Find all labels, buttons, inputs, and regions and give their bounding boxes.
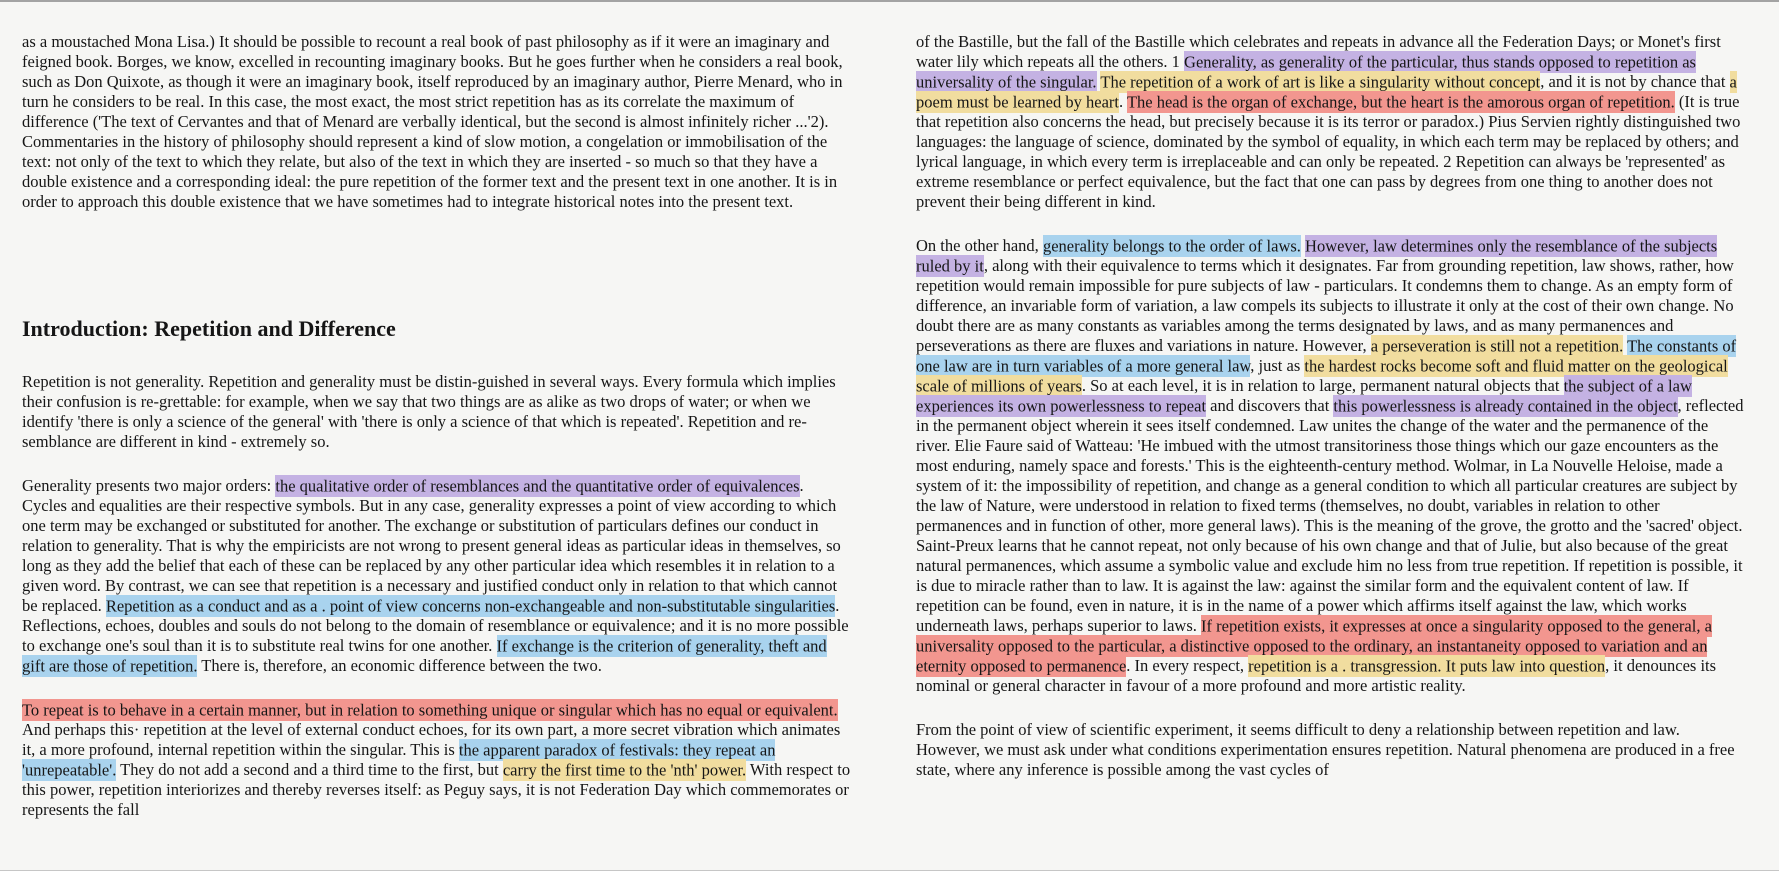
text-run: , reflected in the permanent object wherein it sees itself condemned. Law unites the change of the water and the permanence of the river. Elie Faure said of Watteau: 'He imbued with the utmost transitoriness those things which our gaze encounters as the most enduring, namely space and forests.' This is the eighteenth-century method. Wolmar, in La Nouvelle Heloise, made a system of it: the impossibility of repetition, and change as a general condition to which all particular creatures are subject by the law of Nature, were understood in relation to fixed terms (themselves, no doubt, variables in relation to other permanences and in function of other, more general laws). This is the meaning of the grove, the grotto and the 'sacred' object. Saint-Preux learns that he cannot repeat, not only because of his own change and that of Julie, but also because of the great natural permanences, which assume a symbolic value and exclude him no less from true repetition. If repetition is possible, it is due to miracle rather than to law. It is against the law: against the similar form and the equivalent content of law. If repetition can be found, even in nature, it is in the name of a power which affirms itself against the law, which works underneath laws, perhaps superior to laws. [916, 396, 1744, 635]
highlight-run-purple: However, law determines only the resemblance of the subjects ruled by it [916, 236, 1718, 275]
highlight-run-purple: this powerlessness is already contained in the object [1333, 396, 1678, 415]
text-run: . In every respect, [1126, 656, 1249, 675]
highlight-run-yellow: The repetition of a work of art is like a singularity without concept [1100, 72, 1541, 91]
text-run: On the other hand, [916, 236, 1043, 255]
text-run: From the point of view of scientific experiment, it seems difficult to deny a relationship between repetition and law. However, we must ask under what conditions experimentation ensures repetition. Natural phenomena are produced in a free state, where any inference is possible among the vast cycles of [916, 720, 1735, 779]
text-run: , along with their equivalence to terms which it designates. Far from grounding repetition, law shows, rather, how repetition would remain impossible for pure subjects of law - particulars. It condemns them to change. As an empty form of difference, an invariable form of variation, a law compels its subjects to illustrate it only at the cost of their own change. No doubt there are as many constants as variables among the terms designated by laws, and as many permanences and perseverations as there are fluxes and variations in nature. However, [916, 256, 1734, 355]
text-run: There is, therefore, an economic difference between the two. [197, 656, 602, 675]
highlight-run-purple: the qualitative order of resemblances and the quantitative order of equivalences [275, 476, 800, 495]
highlight-run-red: The head is the organ of exchange, but the heart is the amorous organ of repetition. [1126, 92, 1675, 111]
highlight-run-purple: Generality, as generality of the particular, thus stands opposed to repetition as universality of the singular. [916, 52, 1696, 91]
text-run: With respect to this power, repetition interiorizes and thereby reverses itself: as Peguy says, it is not Federation Day which commemorates or represents the fall [22, 760, 851, 819]
text-run: Generality presents two major orders: [22, 476, 276, 495]
text-run: of the Bastille, but the fall of the Bastille which celebrates and repeats in advance all the Federation Days; or Monet's first water lily which repeats all the others. 1 [916, 32, 1721, 71]
highlight-run-red: If repetition exists, it expresses at once a singularity opposed to the general, a universality opposed to the particular, a distinctive opposed to the ordinary, an instantaneity opposed to variation and an eternity opposed to permanence [916, 616, 1712, 675]
page-right [916, 8, 1746, 863]
paragraph [916, 236, 1746, 696]
highlight-run-blue: the apparent paradox of festivals: they repeat an 'unrepeatable'. [22, 740, 776, 779]
highlight-run-yellow: a poem must be learned by heart [916, 72, 1737, 111]
highlight-run-purple: the subject of a law experiences its own powerlessness to repeat [916, 376, 1692, 415]
text-run: (It is true that repetition also concerns the head, but precisely because it is its terror or paradox.) Pius Servien rightly distinguished two languages: the language of science, dominated by the symbol of equality, in which each term may be replaced by others; and lyrical language, in which every term is irreplaceable and can only be repeated. 2 Repetition can always be 'represented' as extreme resemblance or perfect equivalence, but the fact that one can pass by degrees from one thing to another does not prevent their being different in kind. [916, 92, 1741, 211]
highlight-run-blue: Repetition as a conduct and as a . point of view concerns non-exchangeable and non-substitutable singularities [105, 596, 836, 615]
paragraph [916, 720, 1746, 780]
paragraph [22, 476, 852, 676]
text-run: , it denounces its nominal or general character in favour of a more profound and more artistic reality. [916, 656, 1717, 695]
text-run: . So at each level, it is in relation to large, permanent natural objects that [1081, 376, 1564, 395]
section-heading [22, 316, 852, 342]
text-run: . Reflections, echoes, doubles and souls do not belong to the domain of resemblance or equivalence; and it is no more possible to exchange one's soul than it is to substitute real twins for one another. [22, 596, 849, 655]
text-run: . [1118, 92, 1127, 111]
window-top-edge [0, 0, 1779, 2]
highlight-run-yellow: the hardest rocks become soft and fluid matter on the geological scale of millions of years [916, 356, 1728, 395]
highlight-run-yellow: a perseveration is still not a repetition. [1370, 336, 1624, 355]
text-run: , and it is not by chance that [1540, 72, 1730, 91]
text-run: . Cycles and equalities are their respective symbols. But in any case, generality expresses a point of view according to which one term may be exchanged or substituted for another. The exchange or substitution of particulars defines our conduct in relation to generality. That is why the empiricists are not wrong to present general ideas as particular ideas in themselves, so long as they add the belief that each of these can be replaced by any other particular idea which resembles it in relation to a given word. By contrast, we can see that repetition is a necessary and justified conduct only in relation to that which cannot be replaced. [22, 476, 841, 615]
text-run: And perhaps this· repetition at the level of external conduct echoes, for its own part, a more secret vibration which animates it, a more profound, internal repetition within the singular. This is [22, 720, 841, 759]
page-left [22, 8, 852, 863]
paragraph [22, 32, 852, 212]
text-run: Introduction: Repetition and Difference [22, 316, 396, 341]
text-run: and discovers that [1206, 396, 1334, 415]
highlight-run-blue: generality belongs to the order of laws. [1042, 236, 1301, 255]
highlight-run-yellow: carry the first time to the 'nth' power. [502, 760, 747, 779]
text-run: Repetition is not generality. Repetition and generality must be distin-guished in several ways. Every formula which implies their confusion is re-grettable: for example, when we say that two things are as alike as two drops of water; or when we identify 'there is only a science of the general' with 'there is only a science of that which is repeated'. Repetition and re-semblance are different in kind - extremely so. [22, 372, 836, 451]
highlight-run-red: To repeat is to behave in a certain manner, but in relation to something unique or singular which has no equal or equivalent. [22, 700, 838, 719]
text-run: They do not add a second and a third time to the first, but [116, 760, 503, 779]
highlight-run-yellow: repetition is a . transgression. It puts law into question [1248, 656, 1606, 675]
highlight-run-blue: The constants of one law are in turn variables of a more general law [916, 336, 1737, 375]
highlight-run-blue: If exchange is the criterion of generality, theft and gift are those of repetition. [22, 636, 827, 675]
paragraph [916, 32, 1746, 212]
paragraph [22, 700, 852, 820]
text-run: as a moustached Mona Lisa.) It should be possible to recount a real book of past philosophy as if it were an imaginary and feigned book. Borges, we know, excelled in recounting imaginary books. But he goes further when he considers a real book, such as Don Quixote, as though it were an imaginary book, itself reproduced by an imaginary author, Pierre Menard, who in turn he considers to be real. In this case, the most exact, the most strict repetition has as its correlate the maximum of difference ('The text of Cervantes and that of Menard are verbally identical, but the second is almost infinitely richer ...'2). Commentaries in the history of philosophy should represent a kind of slow motion, a congelation or immobilisation of the text: not only of the text to which they relate, but also of the text in which they are inserted - so much so that they have a double existence and a corresponding ideal: the pure repetition of the former text and the present text in one another. It is in order to approach this double existence that we have sometimes had to integrate historical notes into the present text. [22, 32, 843, 211]
text-run: , just as [1250, 356, 1305, 375]
paragraph [22, 372, 852, 452]
